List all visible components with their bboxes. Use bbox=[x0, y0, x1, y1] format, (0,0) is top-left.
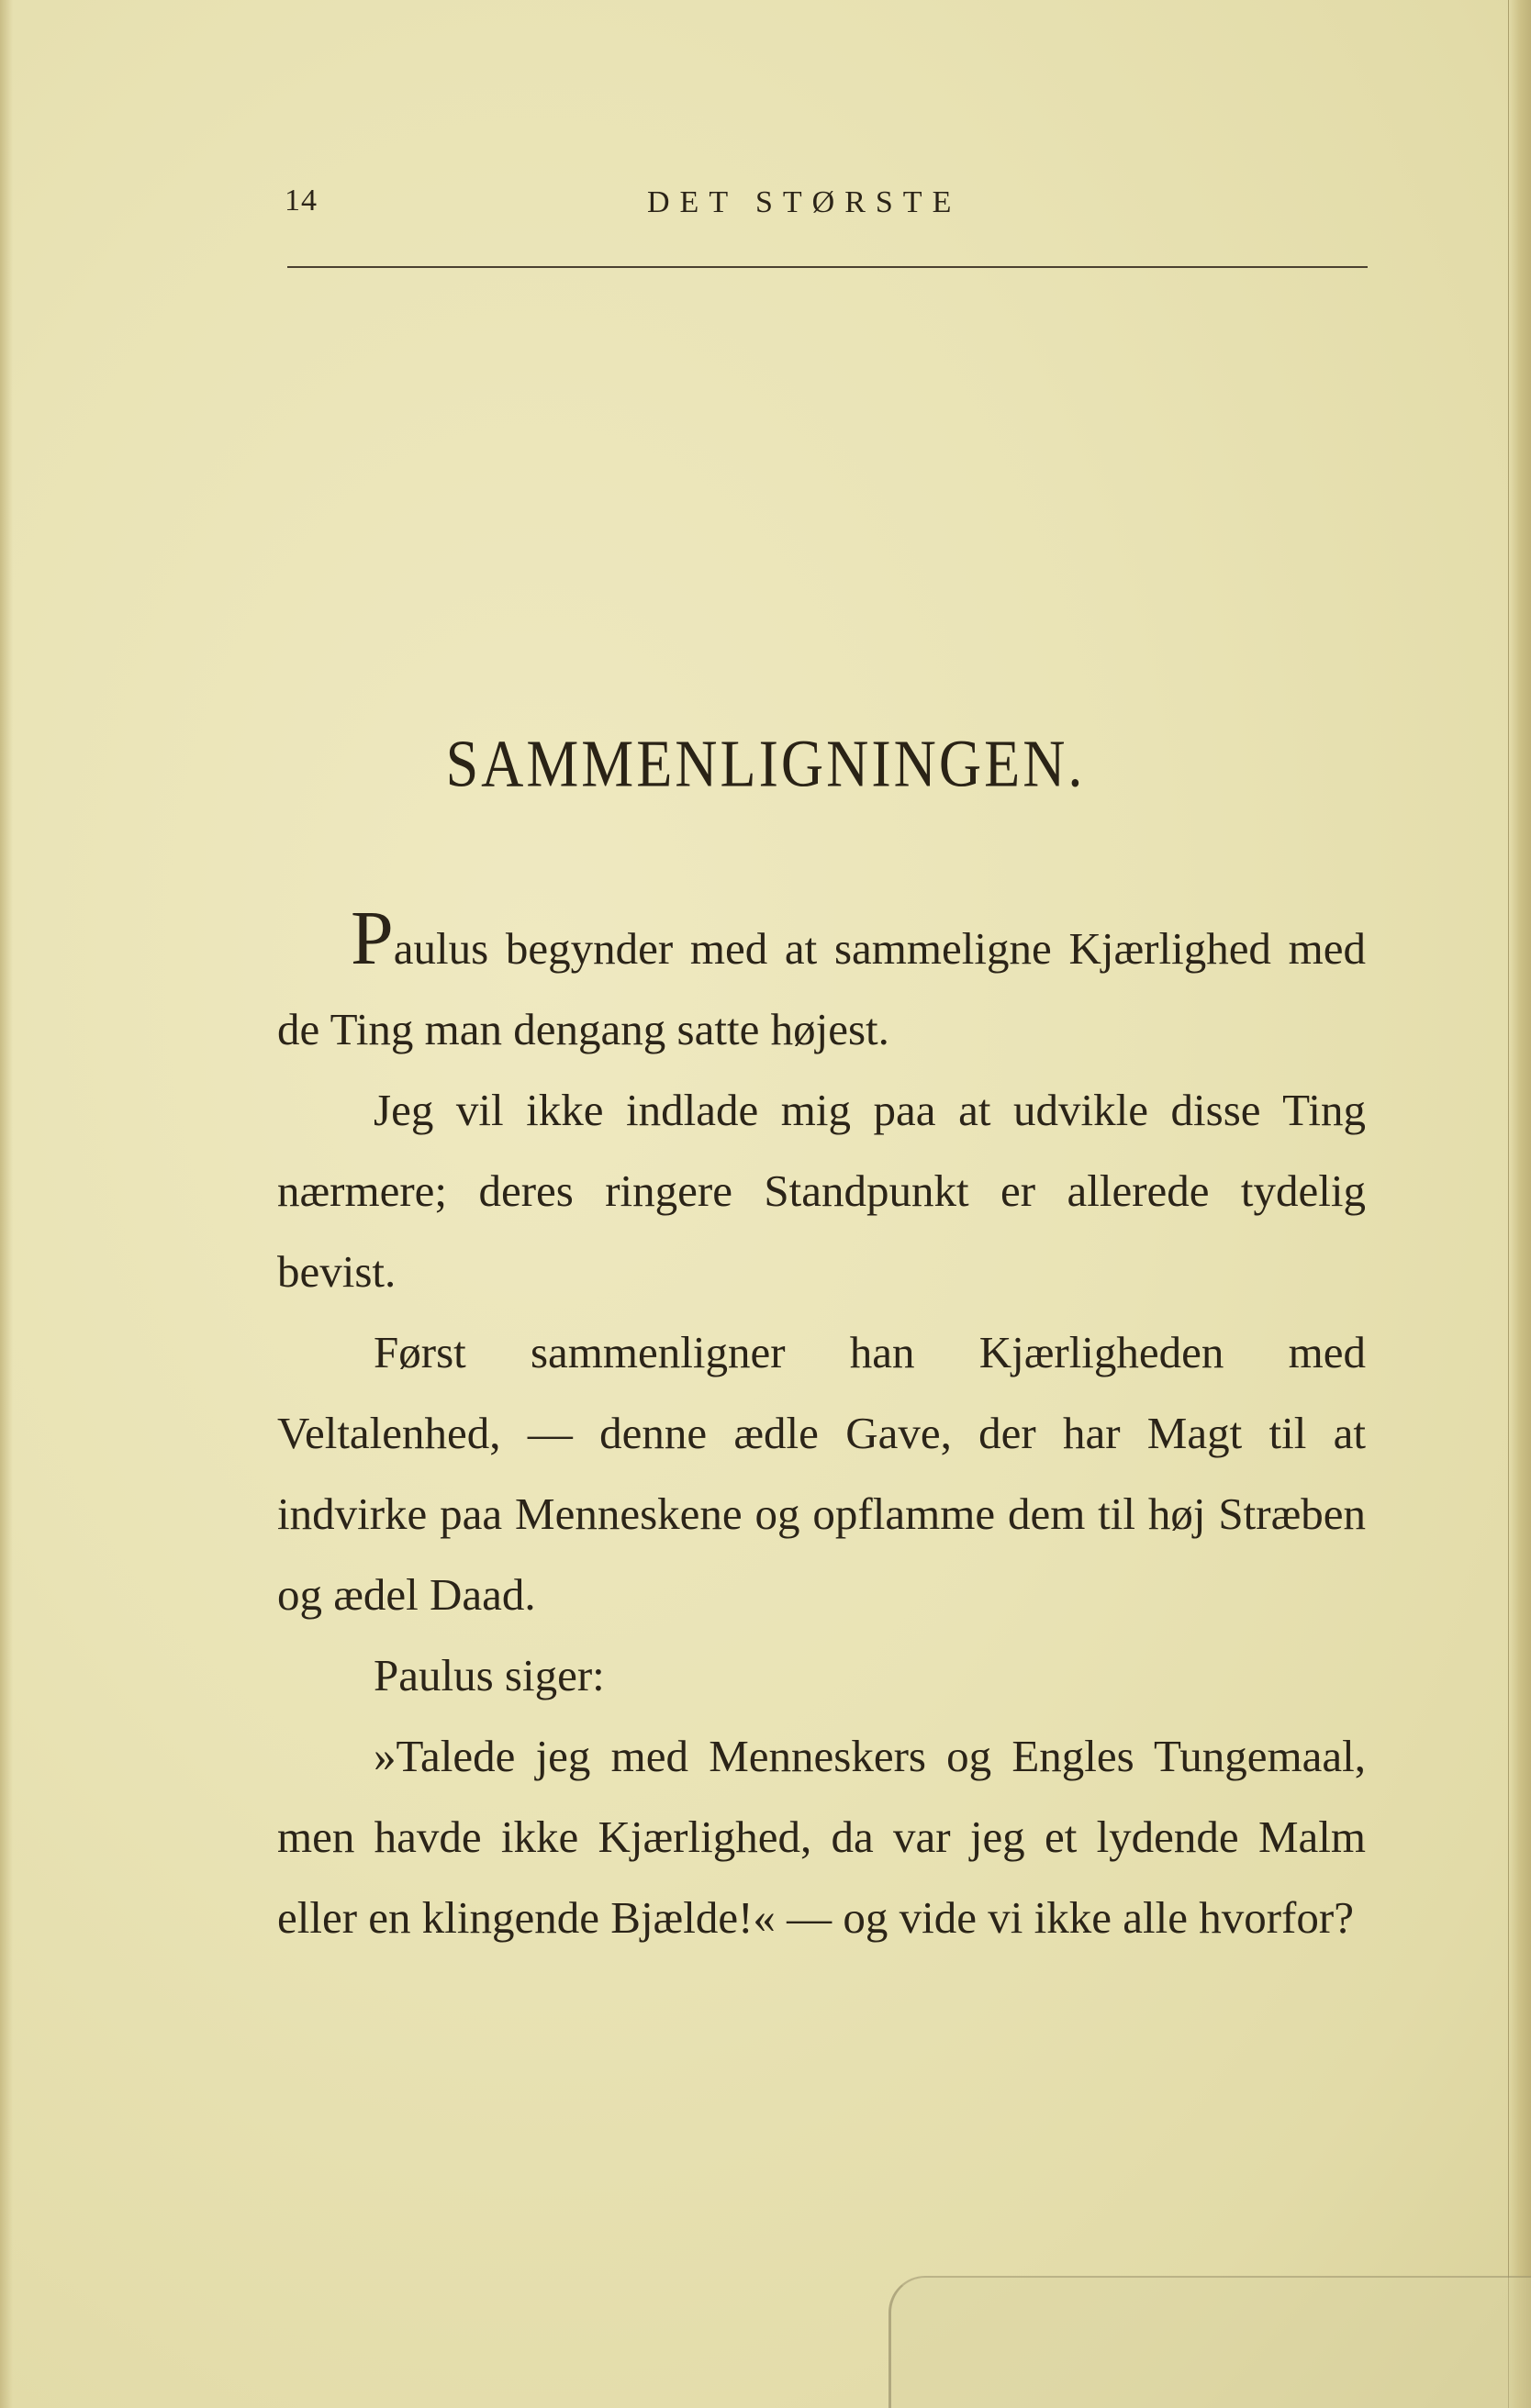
running-title: DET STØRSTE bbox=[647, 185, 962, 219]
page-right-edge bbox=[1508, 0, 1531, 2408]
running-head bbox=[285, 184, 1368, 239]
header-rule bbox=[287, 266, 1368, 268]
paragraph: Jeg vil ikke indlade mig paa at udvikle disse Ting nærmere; deres ringere Standpunkt er allerede tydelig bevist. bbox=[277, 1085, 1366, 1297]
paragraph-text: aulus begynder med at sammeligne Kjærlighed med de Ting man dengang satte højest. bbox=[277, 923, 1366, 1054]
page-number: 14 bbox=[285, 184, 318, 217]
body-text bbox=[277, 896, 1366, 1958]
page-corner-tab bbox=[888, 2276, 1531, 2408]
paragraph: »Talede jeg med Menneskers og Engles Tungemaal, men havde ikke Kjærlighed, da var jeg et lydende Malm eller en klingende Bjælde!« — og vide vi ikke alle hvorfor? bbox=[277, 1731, 1366, 1943]
initial-letter: P bbox=[351, 896, 394, 981]
page-left-edge bbox=[0, 0, 13, 2408]
paragraph: Først sammenligner han Kjærligheden med Veltalenhed, — denne ædle Gave, der har Magt til at indvirke paa Menneskene og opflamme dem til høj Stræben og ædel Daad. bbox=[277, 1327, 1366, 1620]
paragraph: Paulus siger: bbox=[374, 1650, 605, 1700]
chapter-title: SAMMENLIGNINGEN. bbox=[445, 726, 1086, 801]
paragraph bbox=[277, 896, 1366, 1070]
